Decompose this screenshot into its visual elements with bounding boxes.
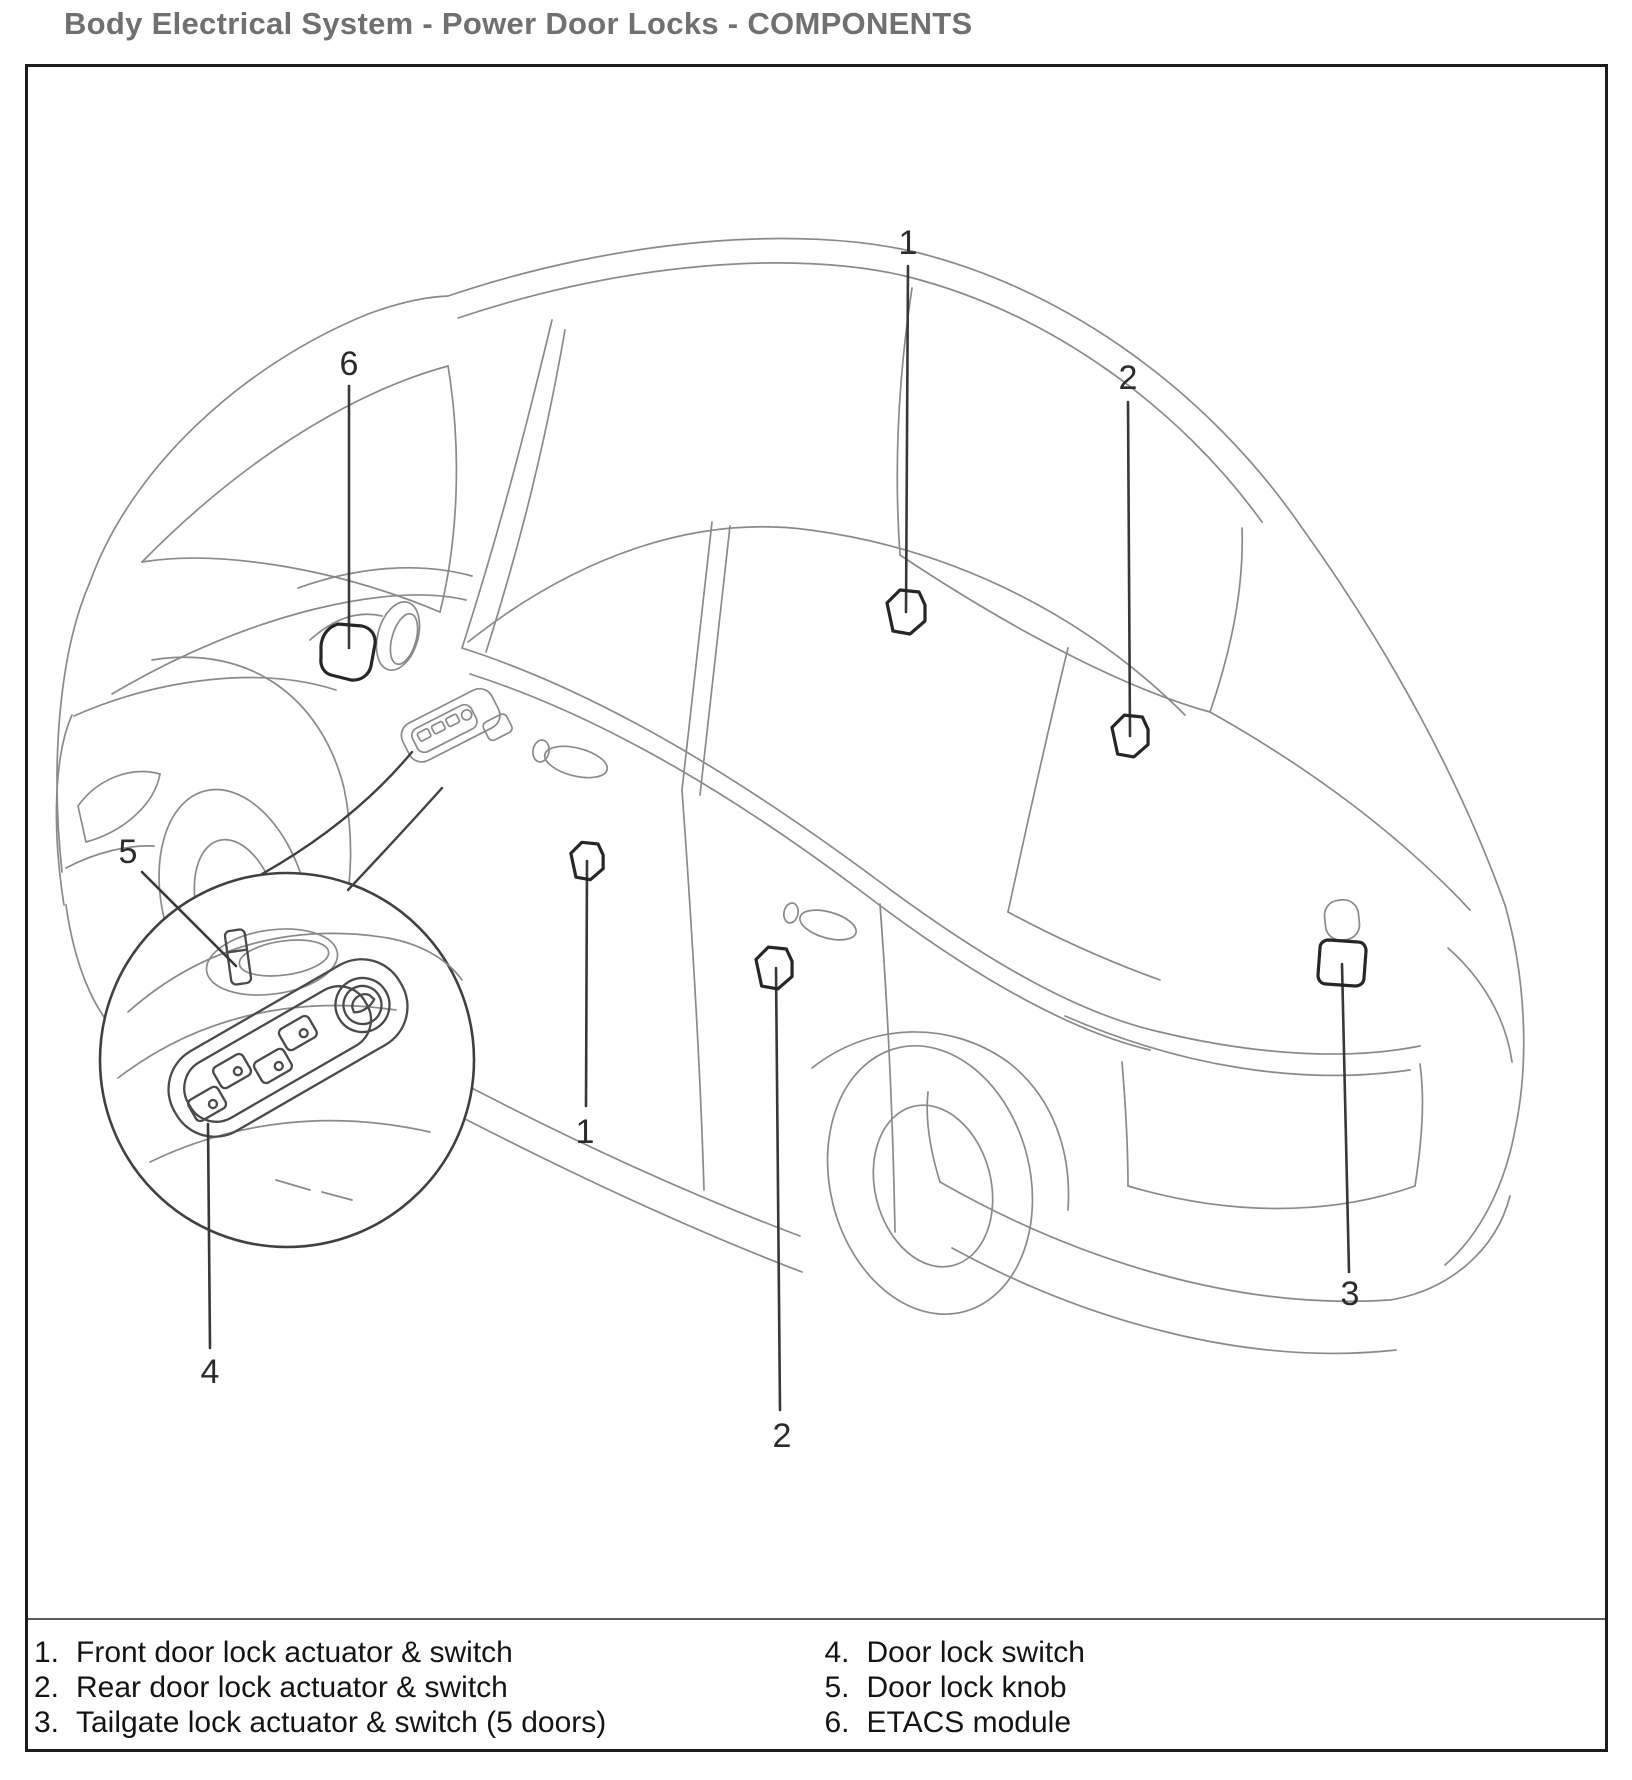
callout-leader-line — [586, 861, 587, 1106]
rear-wheel-arch — [812, 1032, 1069, 1210]
callout-number: 4 — [200, 1353, 220, 1391]
legend — [28, 1618, 1605, 1749]
legend-item — [825, 1705, 1606, 1740]
callout-number: 1 — [575, 1113, 595, 1151]
legend-item-number: 4. — [824, 1635, 850, 1669]
rear-door-handle — [797, 905, 860, 946]
callout-number: 2 — [772, 1417, 792, 1455]
legend-item-label: ETACS module — [866, 1705, 1072, 1739]
legend-item-label: Tailgate lock actuator & switch (5 doors) — [76, 1705, 607, 1739]
legend-item-label: Door lock knob — [866, 1670, 1067, 1704]
legend-item-number: 3. — [34, 1705, 60, 1739]
callout-number: 5 — [118, 833, 138, 871]
callout-rear-door-lock-actuator-door — [756, 947, 792, 1455]
legend-item-number: 6. — [824, 1705, 850, 1739]
callout-etacs-module — [321, 345, 375, 680]
legend-item-number: 2. — [34, 1670, 60, 1704]
magnifier-funnel-line — [262, 752, 412, 874]
headlight — [78, 772, 160, 842]
callout-tailgate-lock-actuator — [1318, 940, 1366, 1313]
legend-item-number: 5. — [824, 1670, 850, 1704]
legend-column-right — [815, 1635, 1606, 1749]
callout-number: 1 — [898, 224, 918, 262]
legend-item — [825, 1635, 1606, 1670]
callout-front-door-lock-actuator-door — [571, 842, 603, 1151]
door-window-switch-panel — [397, 682, 514, 777]
callout-leader-line — [1342, 964, 1349, 1272]
legend-item-label: Door lock switch — [866, 1635, 1085, 1669]
legend-item — [34, 1635, 815, 1670]
legend-item — [34, 1705, 815, 1740]
callout-leader-line — [1128, 402, 1130, 736]
callout-layer — [119, 224, 1366, 1455]
trunk-key-cylinder — [1323, 898, 1361, 941]
legend-item-number: 1. — [34, 1635, 60, 1669]
callout-front-door-lock-actuator-roof — [887, 224, 925, 634]
rear-tire — [800, 1024, 1060, 1336]
component-location-diagram — [28, 67, 1605, 1618]
callout-number: 3 — [1340, 1275, 1360, 1313]
legend-item-label: Front door lock actuator & switch — [76, 1635, 513, 1669]
legend-column-left — [28, 1635, 815, 1749]
front-door-handle — [542, 741, 611, 784]
page-title: Body Electrical System - Power Door Locks - COMPONENTS — [64, 6, 973, 41]
diagram-panel — [25, 64, 1608, 1752]
rear-rim — [857, 1092, 1009, 1279]
legend-item — [825, 1670, 1606, 1705]
legend-item — [34, 1670, 815, 1705]
callout-leader-line — [776, 968, 780, 1410]
legend-item-label: Rear door lock actuator & switch — [76, 1670, 508, 1704]
callout-number: 6 — [339, 345, 359, 383]
magnifier-detail — [100, 752, 474, 1247]
callout-rear-door-lock-actuator-glass — [1112, 359, 1148, 757]
callout-number: 2 — [1118, 359, 1138, 397]
